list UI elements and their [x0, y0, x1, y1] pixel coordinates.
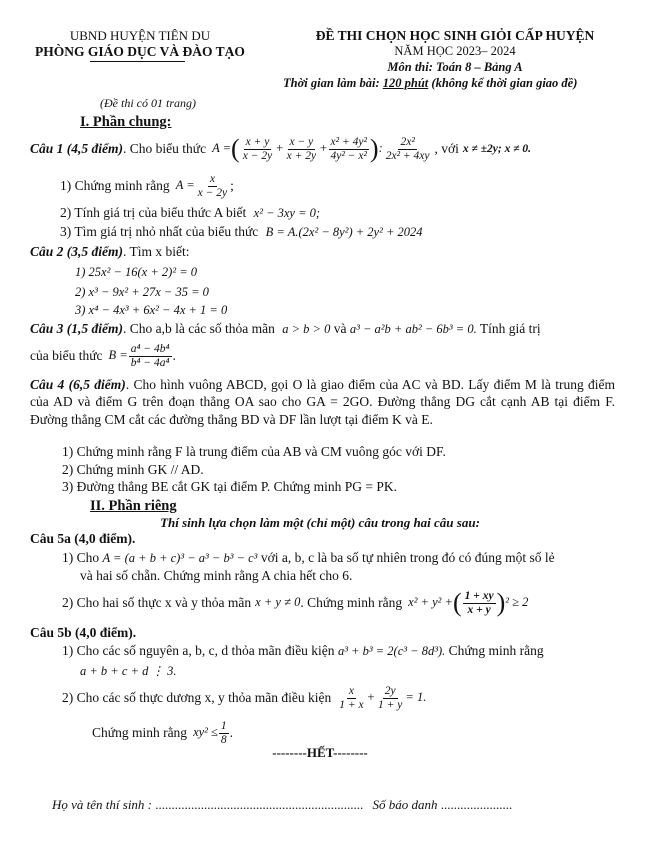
q5a-sub2-frac: $\frac{1 + xy}{x + y}$ — [464, 590, 494, 616]
q3-and: và — [333, 321, 347, 336]
q5b-sub2-frac2: $\frac{2y}{1 + y}$ — [378, 685, 403, 711]
q2-intro: . Tìm x biết: — [123, 244, 190, 259]
paren-open: ( — [231, 134, 240, 163]
q5a-sub2-cond: x + y ≠ 0 — [255, 595, 301, 610]
part2-note: Thí sinh lựa chọn làm một (chỉ một) câu trong hai câu sau: — [160, 515, 480, 530]
q3-intro: . Cho a,b là các số thỏa mãn — [123, 321, 275, 336]
header-right-year: NĂM HỌC 2023– 2024 — [394, 44, 516, 58]
q1-cond-math: x ≠ ±2y; x ≠ 0. — [462, 142, 532, 155]
time-note: (không kể thời gian giao đề) — [431, 76, 578, 90]
page-note: (Đề thi có 01 trang) — [100, 96, 196, 110]
q3-tail: Tính giá trị — [479, 321, 541, 336]
part1-title: I. Phần chung: — [80, 114, 172, 130]
q5a-sub2-lhs: x² + y² + — [408, 595, 453, 610]
q3-line1 — [30, 321, 541, 338]
q1-intro: . Cho biểu thức — [123, 140, 207, 156]
q1-sub1 — [60, 170, 234, 202]
candidate-id-field[interactable]: ...................... — [440, 797, 513, 812]
subject-line: Môn thi: Toán 8 – Bảng A — [387, 60, 523, 74]
time-line — [283, 76, 577, 92]
q5a-sub1-post: với a, b, c là ba số tự nhiên trong đó có đúng một số lẻ — [260, 550, 555, 565]
header-left-line1: UBND HUYỆN TIÊN DU — [69, 28, 211, 43]
q3-end: . — [172, 347, 176, 363]
q4-label: Câu 4 (6,5 điểm) — [30, 377, 126, 392]
q5a-sub1-line2: và hai số chẵn. Chứng minh rằng A chia hết cho 6. — [80, 568, 353, 583]
q1-frac1: $\frac{x + y}{x - 2y}$ — [242, 136, 273, 162]
candidate-name-field[interactable]: ................................................................ — [155, 797, 364, 812]
q5b-sub1-math: a³ + b³ = 2(c³ − 8d³). — [337, 644, 446, 658]
time-label: Thời gian làm bài: — [283, 76, 380, 90]
q3-eq: a³ − a²b + ab² − 6b³ = 0. — [349, 322, 477, 336]
q5b-sub2 — [62, 680, 426, 716]
q5b-sub2-ineq: xy² ≤ — [193, 725, 218, 740]
q5b-sub1-pre: 1) Cho các số nguyên a, b, c, d thỏa mãn điều kiện — [62, 643, 335, 658]
q1-sub1-frac: $\frac{x}{x - 2y}$ — [197, 173, 228, 199]
q3-label: Câu 3 (1,5 điểm) — [30, 321, 123, 336]
q5a-sub1-pre: 1) Cho — [62, 550, 100, 565]
q1-sub3-math: B = A.(2x² − 8y²) + 2y² + 2024 — [265, 225, 423, 239]
q5b-sub2-frac1: $\frac{x}{1 + x}$ — [339, 685, 364, 711]
q1-sub3 — [60, 224, 423, 241]
q5b-sub1-line2: a + b + c + d ⋮ 3. — [80, 664, 177, 678]
q5b-label: Câu 5b (4,0 điểm). — [30, 625, 137, 640]
q1-sub1-end: ; — [230, 177, 234, 193]
q5a-sub2: 2) Cho hai số thực x và y thỏa mãn x + y ≠ 0 . Chứng minh rằng x² + y² + ( $\frac{1 + xy}{x + y}$ ) ² ≥ 2 — [62, 588, 529, 617]
q5b-sub2-line2-text: Chứng minh rằng — [92, 724, 188, 740]
q4-text: . Cho hình vuông ABCD, gọi O là giao điểm của AC và BD. Lấy điểm M là trung điểm của AD và điểm G trên đoạn thẳng OA sao cho GA = 2GO. Đường thẳng DG cắt cạnh AB tại điểm F. Đường thẳng CM cắt các đường thẳng BD và DF lần lượt tại điểm K và E. — [30, 377, 615, 427]
q1-frac2: $\frac{x - y}{x + 2y}$ — [286, 136, 317, 162]
q5a-sub1 — [62, 550, 555, 567]
q1-frac4: $\frac{\text{2x²}}{\text{2x² + 4xy}}$ — [385, 136, 430, 162]
q5a-label: Câu 5a (4,0 điểm). — [30, 531, 136, 546]
q1-sub2-math: x² − 3xy = 0; — [253, 206, 321, 220]
q2-eq1: 1) 25x² − 16(x + 2)² = 0 — [75, 265, 198, 279]
q3-frac: $\frac{\text{a⁴ − 4b⁴}}{\text{b⁴ − 4a⁴}}$ — [130, 343, 170, 369]
q5a-sub2-pre: 2) Cho hai số thực x và y thỏa mãn — [62, 594, 252, 610]
time-value: 120 phút — [382, 76, 429, 90]
q4-sub2: 2) Chứng minh GK // AD. — [62, 462, 204, 477]
q5a-sub2-rhs: ² ≥ 2 — [505, 595, 529, 610]
candidate-name-label: Họ và tên thí sinh : — [52, 797, 153, 812]
q1-sub2 — [60, 205, 320, 222]
q1-sub2-text: 2) Tính giá trị của biểu thức A biết — [60, 205, 247, 220]
q2-eq2: 2) x³ − 9x² + 27x − 35 = 0 — [75, 285, 209, 299]
candidate-id-label: Số báo danh — [372, 797, 438, 812]
q5b-sub2-eq: = 1. — [405, 690, 427, 705]
header-left-line2: PHÒNG GIÁO DỤC VÀ ĐÀO TẠO — [35, 44, 245, 59]
q4-sub1: 1) Chứng minh rằng F là trung điểm của AB và CM vuông góc với DF. — [62, 444, 446, 459]
q1-label: Câu 1 (4,5 điểm) — [30, 140, 123, 156]
paren-close: ) — [369, 134, 379, 163]
q2-label: Câu 2 (3,5 điểm) — [30, 244, 123, 259]
q5b-sub2-pre: 2) Cho các số thực dương x, y thỏa mãn điều kiện — [62, 689, 332, 705]
q5b-sub2-rfrac: $\frac{1}{8}$ — [220, 720, 227, 746]
q3-B-eq: B = — [108, 348, 128, 363]
header-left-underline — [90, 61, 185, 62]
q5b-sub2-end: . — [229, 724, 234, 740]
header-right-title: ĐỀ THI CHỌN HỌC SINH GIỎI CẤP HUYỆN — [315, 28, 595, 43]
q3-cond: a > b > 0 — [282, 322, 331, 336]
q3-line2-text: của biểu thức — [30, 347, 103, 363]
q1-sub3-text: 3) Tìm giá trị nhỏ nhất của biểu thức — [60, 224, 259, 239]
end-mark: --------HẾT-------- — [272, 745, 368, 760]
q4-paragraph — [30, 376, 615, 428]
q2-line — [30, 244, 190, 261]
q5b-sub2-plus: + — [366, 690, 376, 705]
q1-sub1-text: 1) Chứng minh rằng — [60, 177, 170, 193]
q4-sub3: 3) Đường thẳng BE cắt GK tại điểm P. Chứng minh PG = PK. — [62, 479, 398, 494]
q1-frac3: $\frac{\text{x² + 4y²}}{\text{4y² − x²}}$ — [330, 136, 367, 162]
q5b-sub1-post: Chứng minh rằng — [448, 643, 544, 658]
q1-A-eq: A = — [212, 141, 232, 156]
q3-line2 — [30, 338, 176, 374]
q2-eq3: 3) x⁴ − 4x³ + 6x² − 4x + 1 = 0 — [75, 303, 228, 317]
q5a-sub2-mid: . Chứng minh rằng — [300, 594, 403, 610]
q1-sub1-lhs: A = — [175, 178, 195, 193]
q5a-sub1-math: A = (a + b + c)³ − a³ − b³ − c³ — [102, 551, 258, 565]
q5b-sub1 — [62, 643, 544, 660]
q1-line: Câu 1 (4,5 điểm) . Cho biểu thức A = ( $\frac{x + y}{x - 2y}$ + $\frac{x - y}{x + 2y}$ + $\frac{\text{x² + 4y²}}{\text{4y² − x²}}$ ) : $\frac{\text{2x²}}{\text{2x² + 4xy}}$ , với x ≠ ±2y; x ≠ 0. — [30, 134, 532, 163]
footer-line — [52, 797, 512, 813]
part2-title: II. Phần riêng — [90, 498, 177, 514]
q1-cond: , với — [434, 140, 459, 156]
